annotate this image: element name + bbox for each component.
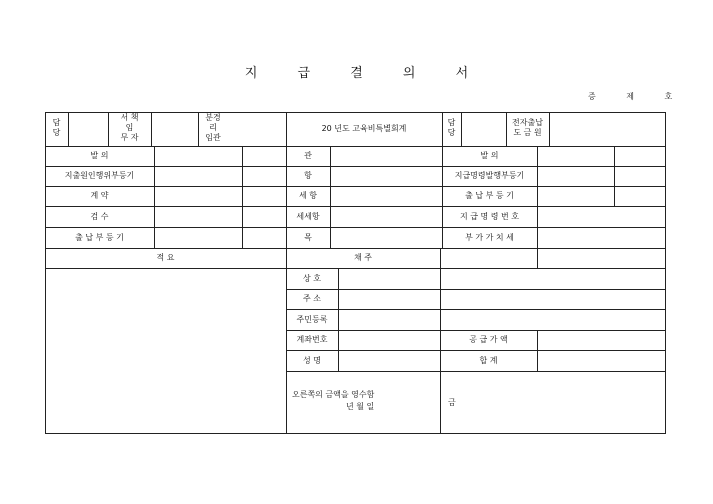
cashier-label: 전자출납 도 금 원 xyxy=(512,118,543,137)
fiscal-year-label: 20 년도 고육비특별회계 xyxy=(321,124,407,133)
row-right-issue-label: 발 의 xyxy=(480,151,499,160)
amount-label: 금 xyxy=(448,398,456,407)
supply-amount-label: 공 급 가 액 xyxy=(469,335,508,344)
row-payment-order-number-label: 지 급 명 령 번 호 xyxy=(459,212,520,221)
row-gwan-label: 관 xyxy=(304,151,312,160)
receipt-statement: 오른쪽의 금액을 영수함 xyxy=(292,390,375,399)
row-vat-label: 부 가 가 치 세 xyxy=(465,233,514,242)
approval-manager-label: 분경 리 임관 xyxy=(205,113,221,142)
creditor-label: 채 주 xyxy=(354,253,372,262)
receipt-date: 년 월 일 xyxy=(346,402,375,411)
row-payment-order-register-label: 지급명령발행부등기 xyxy=(454,171,525,180)
row-expenditure-cause-label: 지출원인행위부등기 xyxy=(64,171,135,180)
creditor-name-label: 성 명 xyxy=(303,356,321,365)
creditor-resident-id-label: 주민등록 xyxy=(296,315,328,324)
row-issue-label: 발 의 xyxy=(90,151,109,160)
row-sesehang-label: 세세항 xyxy=(296,212,320,221)
row-hang-label: 항 xyxy=(304,171,312,180)
page-title: 지 급 결 의 서 xyxy=(244,66,487,81)
summary-label: 적 요 xyxy=(156,253,175,262)
approval-staff-label: 담 당 xyxy=(52,118,61,137)
creditor-account-label: 계좌번호 xyxy=(296,335,328,344)
approval-officer-label: 서 책 임 무 자 xyxy=(120,113,139,142)
row-right-ledger-label: 출 납 부 등 기 xyxy=(465,191,514,200)
document-number-label: 증 제 호 xyxy=(588,92,687,101)
row-inspection-label: 검 수 xyxy=(90,212,109,221)
total-label: 합 계 xyxy=(479,356,498,365)
row-sehang-label: 세 항 xyxy=(299,191,317,200)
approval-right-label: 담 당 xyxy=(447,118,456,137)
creditor-address-label: 주 소 xyxy=(303,294,321,303)
row-ledger-label: 출 납 부 등 기 xyxy=(75,233,124,242)
row-mok-label: 목 xyxy=(304,233,312,242)
row-contract-label: 계 약 xyxy=(90,191,109,200)
creditor-company-label: 상 호 xyxy=(303,274,321,283)
